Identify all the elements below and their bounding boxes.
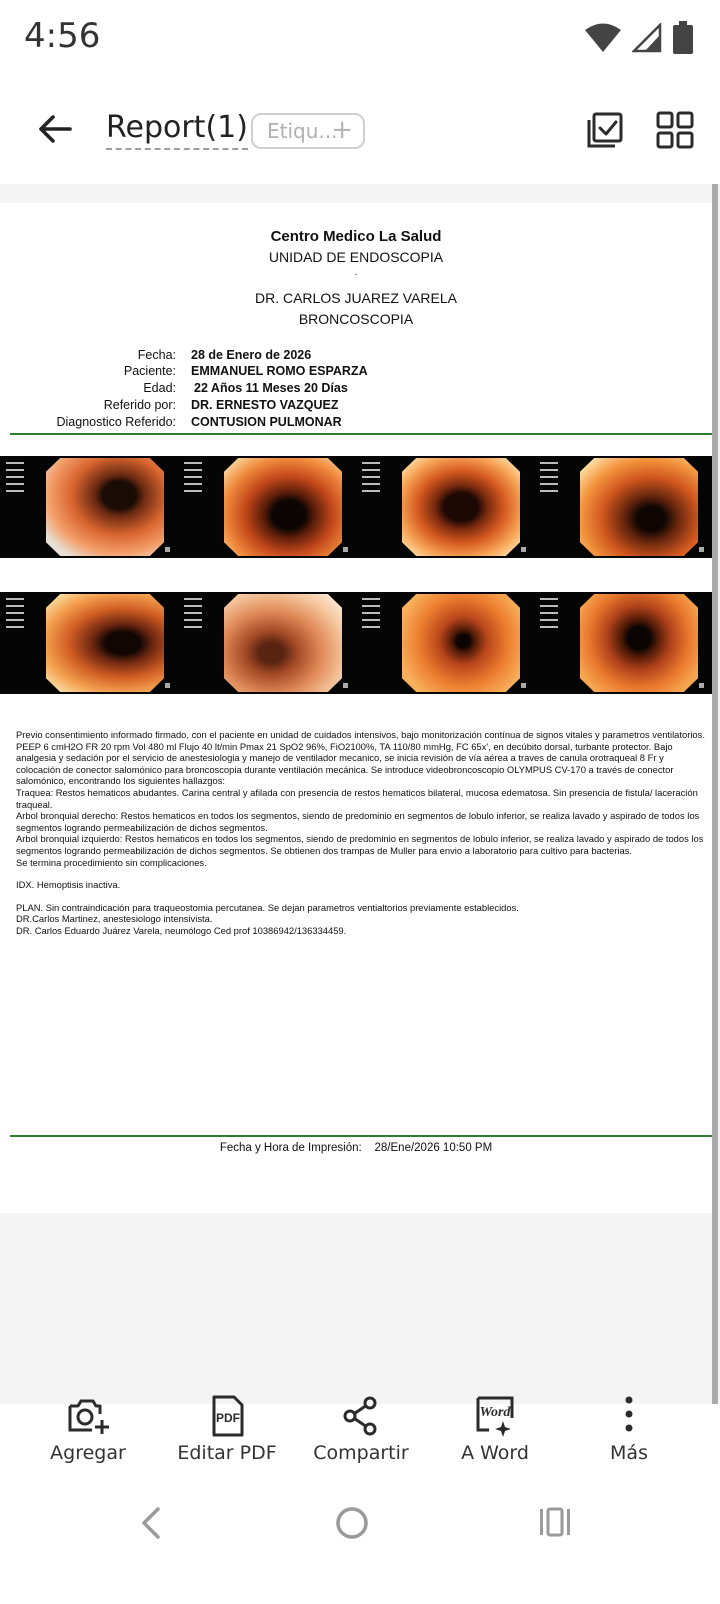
- center-name: Centro Medico La Salud: [270, 228, 442, 245]
- share-label: Compartir: [313, 1442, 409, 1464]
- grid-view-icon[interactable]: [655, 110, 695, 150]
- wifi-icon: [584, 23, 622, 53]
- status-time: 4:56: [24, 16, 101, 56]
- share-icon: [339, 1394, 383, 1438]
- word-badge: Word: [479, 1405, 511, 1420]
- add-tag-chip[interactable]: [251, 113, 365, 149]
- unit-name: UNIDAD DE ENDOSCOPIA: [268, 249, 444, 265]
- endoscopy-image-strip-1: [0, 456, 712, 558]
- field-value-date: 28 de Enero de 2026: [191, 348, 312, 362]
- more-label: Más: [610, 1442, 648, 1464]
- pdf-icon: [205, 1394, 249, 1438]
- signature-line: DR.Carlos Martinez, anestesiologo intensivista.: [16, 913, 213, 925]
- select-pages-icon[interactable]: [585, 110, 625, 150]
- field-value-referred: DR. ERNESTO VAZQUEZ: [191, 398, 339, 412]
- cell-signal-icon: [632, 23, 662, 53]
- print-label: Fecha y Hora de Impresión:: [219, 1142, 362, 1154]
- battery-icon: [672, 21, 694, 55]
- endoscopy-image[interactable]: [534, 592, 712, 694]
- field-value-age: 22 Años 11 Meses 20 Días: [194, 381, 348, 395]
- system-recents-icon[interactable]: [538, 1507, 572, 1537]
- plan-line: PLAN. Sin contraindicación para traqueostomia percutanea. Se dejan parametros ventialtorios previamente establecidos.: [16, 901, 519, 913]
- system-navigation-bar: [0, 1504, 720, 1584]
- pdf-badge: PDF: [216, 1411, 240, 1425]
- field-label-age: Edad:: [143, 381, 176, 395]
- to-word-label: A Word: [461, 1442, 529, 1464]
- bottom-toolbar: [0, 1394, 720, 1494]
- doctor-name: DR. CARLOS JUAREZ VARELA: [254, 290, 457, 306]
- findings-paragraph: Se termina procedimiento sin complicaciones.: [16, 856, 207, 868]
- endoscopy-image[interactable]: [0, 456, 178, 558]
- field-value-diagnosis: CONTUSION PULMONAR: [191, 415, 342, 429]
- add-photo-icon: [66, 1394, 110, 1438]
- signature-line: DR. Carlos Eduardo Juárez Varela, neumólogo Ced prof 10386942/136334459.: [16, 924, 347, 936]
- endoscopy-image[interactable]: [0, 592, 178, 694]
- header-dot: .: [354, 267, 358, 278]
- field-label-date: Fecha:: [137, 348, 176, 362]
- top-app-bar: [0, 96, 720, 166]
- header-divider: [10, 433, 712, 435]
- system-back-icon[interactable]: [136, 1506, 166, 1540]
- idx-line: IDX. Hemoptisis inactiva.: [16, 879, 121, 891]
- edit-pdf-label: Editar PDF: [177, 1442, 277, 1464]
- endoscopy-image[interactable]: [534, 456, 712, 558]
- findings-paragraph: Previo consentimiento informado firmado, con el paciente en unidad de cuidados intensivos, bajo monitorización contínua de signos vitales y parametros ventilatorios. PEEP 6 cmH2O FR 20 rpm Vol 480 ml Flujo 40 lt/min Pmax 21 SpO2 96%, FiO2100%, TA 110/80 mmHg, FC 65x', en decúbito dorsal, turbante protector. Bajo analgesia y sedación por el servicio de anestesiologia y manejo de ventilador mecanico, se inicia revisión de vía aérea a traves de canula orotraqueal 8 Fr y colocación de conector salomónico para broncoscopia durante ventilación mecánica. Se introduce videobroncoscopio OLYMPUS CV-170 a través de conector salomónico, encontrando los siguientes hallazgos:: [16, 729, 705, 787]
- field-label-diagnosis: Diagnostico Referido:: [56, 415, 176, 429]
- back-arrow-icon[interactable]: [34, 108, 76, 150]
- field-label-referred: Referido por:: [103, 398, 176, 412]
- endoscopy-image[interactable]: [356, 592, 534, 694]
- findings-paragraph: Arbol bronquial izquierdo: Restos hematicos en todos los segmentos, siendo de predominio en segmentos de lobulo inferior, se realiza lavado y aspirado de todos los segmentos logrando permeabilización de dichos segmentos. Se obtienen dos trampas de Muller para envio a laboratorio para cultivo para bacterias.: [16, 833, 704, 856]
- footer-divider: [10, 1135, 712, 1137]
- add-button[interactable]: [16, 1394, 160, 1494]
- field-label-patient: Paciente:: [123, 364, 176, 378]
- print-timestamp: [0, 1142, 712, 1154]
- report-page: [0, 203, 712, 1213]
- endoscopy-image[interactable]: [356, 456, 534, 558]
- document-title[interactable]: Report(1): [106, 110, 248, 150]
- more-vertical-icon: [607, 1394, 651, 1438]
- field-value-patient: EMMANUEL ROMO ESPARZA: [191, 364, 368, 378]
- word-icon: [473, 1394, 517, 1438]
- system-home-icon[interactable]: [334, 1505, 370, 1541]
- procedure-name: BRONCOSCOPIA: [298, 311, 414, 327]
- findings-paragraph: Arbol bronquial derecho: Restos hematicos en todos los segmentos, siendo de predominio en segmentos de lobulo inferior, se realiza lavado y aspirado de todos los segmentos logrando permeabilización de dichos segmentos.: [16, 810, 700, 833]
- edit-pdf-button[interactable]: [160, 1394, 294, 1494]
- report-findings: [16, 729, 706, 937]
- add-label: Agregar: [50, 1442, 126, 1464]
- share-button[interactable]: [294, 1394, 428, 1494]
- tag-placeholder: Etiqu...: [267, 119, 338, 143]
- findings-paragraph: Traquea: Restos hematicos abudantes. Carina central y afilada con presencia de restos hematicos bilateral, mucosa edematosa. Sin presencia de fistula/ laceración traqueal.: [16, 786, 698, 810]
- more-button[interactable]: [562, 1394, 696, 1494]
- to-word-button[interactable]: [428, 1394, 562, 1494]
- print-value: 28/Ene/2026 10:50 PM: [374, 1142, 493, 1154]
- plus-icon: +: [331, 115, 353, 145]
- status-icons: [584, 20, 694, 56]
- status-bar: [0, 0, 720, 80]
- endoscopy-image[interactable]: [178, 592, 356, 694]
- viewer-scrollbar[interactable]: [712, 184, 718, 1404]
- endoscopy-image-strip-2: [0, 592, 712, 694]
- endoscopy-image[interactable]: [178, 456, 356, 558]
